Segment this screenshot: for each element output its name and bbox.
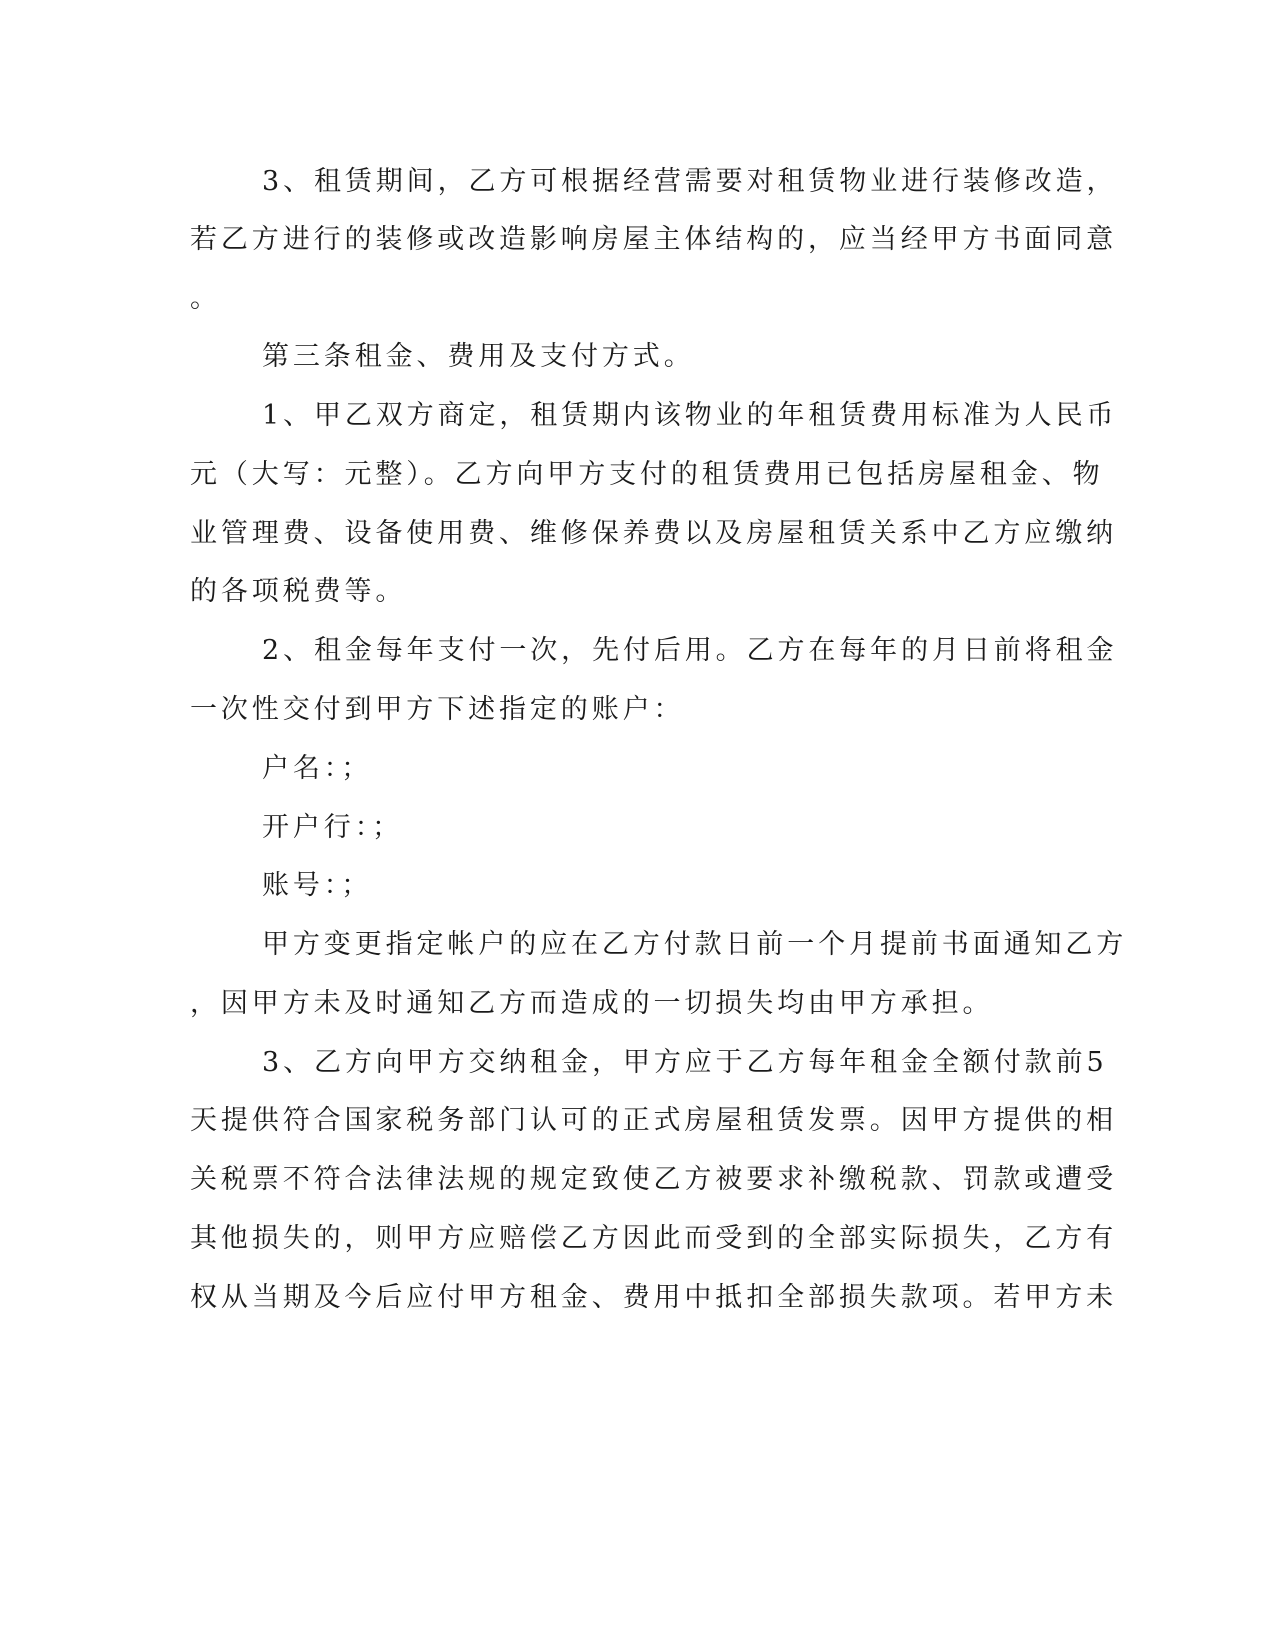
account-change-line-2: ，因甲方未及时通知乙方而造成的一切损失均由甲方承担。	[190, 988, 994, 1019]
rent-clause-2-line-2: 一次性交付到甲方下述指定的账户：	[190, 694, 685, 725]
rent-clause-1-line-1: 1、甲乙双方商定，租赁期内该物业的年租赁费用标准为人民币	[262, 400, 1118, 431]
account-name: 户名：；	[262, 753, 373, 784]
clause-3-line-3: 。	[190, 283, 221, 314]
rent-clause-1-line-2: 元（大写：元整）。乙方向甲方支付的租赁费用已包括房屋租金、物	[190, 459, 1104, 490]
account-bank: 开户行：；	[262, 812, 403, 843]
clause-3-line-2: 若乙方进行的装修或改造影响房屋主体结构的，应当经甲方书面同意	[190, 224, 1117, 255]
rent-clause-1-line-4: 的各项税费等。	[190, 576, 407, 607]
rent-clause-3-line-5: 权从当期及今后应付甲方租金、费用中抵扣全部损失款项。若甲方未	[190, 1282, 1117, 1313]
rent-clause-3-line-1: 3、乙方向甲方交纳租金，甲方应于乙方每年租金全额付款前5	[262, 1047, 1108, 1078]
article-3-heading: 第三条租金、费用及支付方式。	[262, 341, 695, 372]
rent-clause-2-line-1: 2、租金每年支付一次，先付后用。乙方在每年的月日前将租金	[262, 635, 1118, 666]
rent-clause-3-line-3: 关税票不符合法律法规的规定致使乙方被要求补缴税款、罚款或遭受	[190, 1164, 1117, 1195]
rent-clause-3-line-4: 其他损失的，则甲方应赔偿乙方因此而受到的全部实际损失，乙方有	[190, 1223, 1117, 1254]
clause-3-line-1: 3、租赁期间，乙方可根据经营需要对租赁物业进行装修改造，	[262, 166, 1118, 197]
rent-clause-1-line-3: 业管理费、设备使用费、维修保养费以及房屋租赁关系中乙方应缴纳	[190, 518, 1117, 549]
account-change-line-1: 甲方变更指定帐户的应在乙方付款日前一个月提前书面通知乙方	[262, 929, 1128, 960]
account-number: 账号：；	[262, 870, 373, 901]
rent-clause-3-line-2: 天提供符合国家税务部门认可的正式房屋租赁发票。因甲方提供的相	[190, 1105, 1117, 1136]
